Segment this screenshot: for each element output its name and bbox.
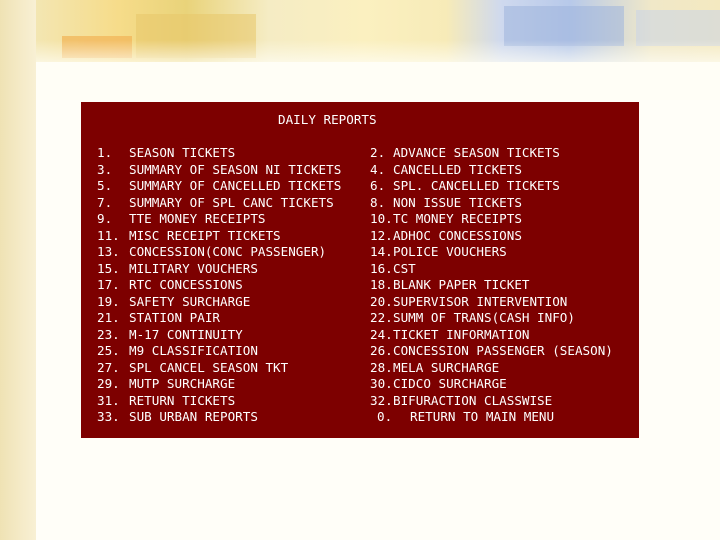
menu-row xyxy=(81,393,639,410)
menu-row xyxy=(81,228,639,245)
menu-option-number: 28. xyxy=(370,359,393,375)
menu-option-label: STATION PAIR xyxy=(129,310,220,325)
menu-option-number: 10. xyxy=(370,211,393,226)
terminal-screen xyxy=(81,102,639,438)
menu-row xyxy=(81,376,639,393)
menu-option-label: M9 CLASSIFICATION xyxy=(129,343,258,358)
slide-left-strip xyxy=(0,0,36,540)
menu-option-number: 1. xyxy=(97,145,113,160)
menu-row xyxy=(81,343,639,360)
menu-option-label: SAFETY SURCHARGE xyxy=(129,293,251,309)
menu-option-number: 6. xyxy=(370,178,386,193)
menu-option-number: 8. xyxy=(370,194,386,210)
menu-option-number: 4. xyxy=(370,161,386,177)
menu-option-label: MISC RECEIPT TICKETS xyxy=(129,227,281,243)
menu-row xyxy=(81,294,639,311)
screen-title: DAILY REPORTS xyxy=(278,112,377,127)
menu-option-label: BLANK PAPER TICKET xyxy=(393,277,530,292)
menu-row xyxy=(81,360,639,377)
menu-option-label: SUMM OF TRANS(CASH INFO) xyxy=(393,310,575,325)
menu-option-number: 5. xyxy=(97,178,113,193)
menu-option-number: 2. xyxy=(370,145,386,160)
banner-fade xyxy=(36,40,720,100)
menu-option-number: 7. xyxy=(97,194,113,210)
menu-option-label: ADVANCE SEASON TICKETS xyxy=(393,145,560,160)
menu-option-number: 23. xyxy=(97,326,120,342)
menu-option-label: BIFURACTION CLASSWISE xyxy=(393,392,553,408)
menu-option-label: TTE MONEY RECEIPTS xyxy=(129,211,266,226)
menu-option-number: 32. xyxy=(370,392,393,408)
menu-option-number: 25. xyxy=(97,343,120,358)
menu-option-label: NON ISSUE TICKETS xyxy=(393,194,522,210)
menu-option-number: 17. xyxy=(97,277,120,292)
menu-option-label: TC MONEY RECEIPTS xyxy=(393,211,522,226)
menu-option-number: 14. xyxy=(370,244,393,259)
menu-option-number: 12. xyxy=(370,227,393,243)
menu-option-number: 24. xyxy=(370,326,393,342)
menu-option-label: RETURN TO MAIN MENU xyxy=(410,409,555,424)
menu-option-label: MELA SURCHARGE xyxy=(393,359,500,375)
menu-option-number: 20. xyxy=(370,293,393,309)
menu-option-label: MUTP SURCHARGE xyxy=(129,376,236,391)
menu-option-number: 3. xyxy=(97,161,113,177)
menu-option-label: SEASON TICKETS xyxy=(129,145,236,160)
menu-option-label: SUB URBAN REPORTS xyxy=(129,409,258,424)
menu-option-label: M-17 CONTINUITY xyxy=(129,326,243,342)
menu-option-number: 9. xyxy=(97,211,113,226)
menu-option-label: POLICE VOUCHERS xyxy=(393,244,507,259)
menu-option-number: 33. xyxy=(97,409,120,424)
menu-row xyxy=(81,310,639,327)
menu-option-label: CONCESSION(CONC PASSENGER) xyxy=(129,244,327,259)
menu-option-label: ADHOC CONCESSIONS xyxy=(393,227,522,243)
menu-option-label: MILITARY VOUCHERS xyxy=(129,260,258,276)
menu-option-number: 21. xyxy=(97,310,120,325)
menu-option-number: 22. xyxy=(370,310,393,325)
menu-option-number: 30. xyxy=(370,376,393,391)
menu-option-label: TICKET INFORMATION xyxy=(393,326,530,342)
menu-row xyxy=(81,145,639,162)
menu-row xyxy=(81,178,639,195)
menu-row xyxy=(81,162,639,179)
menu-option-number: 16. xyxy=(370,260,393,276)
menu-row xyxy=(81,261,639,278)
menu-option-number: 31. xyxy=(97,392,120,408)
menu-option-number: 19. xyxy=(97,293,120,309)
menu-option-label: CANCELLED TICKETS xyxy=(393,161,522,177)
menu-row xyxy=(81,195,639,212)
menu-option-label: SUMMARY OF SPL CANC TICKETS xyxy=(129,194,334,210)
menu-row xyxy=(81,327,639,344)
menu-option-label: SUPERVISOR INTERVENTION xyxy=(393,293,568,309)
menu-option-label: RETURN TICKETS xyxy=(129,392,236,408)
menu-option-label: RTC CONCESSIONS xyxy=(129,277,243,292)
menu-option-label: SUMMARY OF CANCELLED TICKETS xyxy=(129,178,342,193)
menu-option-number: 15. xyxy=(97,260,120,276)
menu-option-number: 29. xyxy=(97,376,120,391)
menu-row xyxy=(81,211,639,228)
menu-option-number: 27. xyxy=(97,359,120,375)
menu-row xyxy=(81,277,639,294)
menu-option-label: CST xyxy=(393,260,416,276)
menu-option-number: 18. xyxy=(370,277,393,292)
menu-option-label: SUMMARY OF SEASON NI TICKETS xyxy=(129,161,342,177)
menu-option-label: CIDCO SURCHARGE xyxy=(393,376,507,391)
menu-option-number: 0. xyxy=(377,409,393,424)
menu-option-number: 26. xyxy=(370,343,393,358)
menu-option-number: 11. xyxy=(97,227,120,243)
menu-row xyxy=(81,409,639,426)
menu-option-label: SPL. CANCELLED TICKETS xyxy=(393,178,560,193)
menu-option-number: 13. xyxy=(97,244,120,259)
menu-row xyxy=(81,244,639,261)
menu-option-label: CONCESSION PASSENGER (SEASON) xyxy=(393,343,613,358)
menu-option-label: SPL CANCEL SEASON TKT xyxy=(129,359,289,375)
